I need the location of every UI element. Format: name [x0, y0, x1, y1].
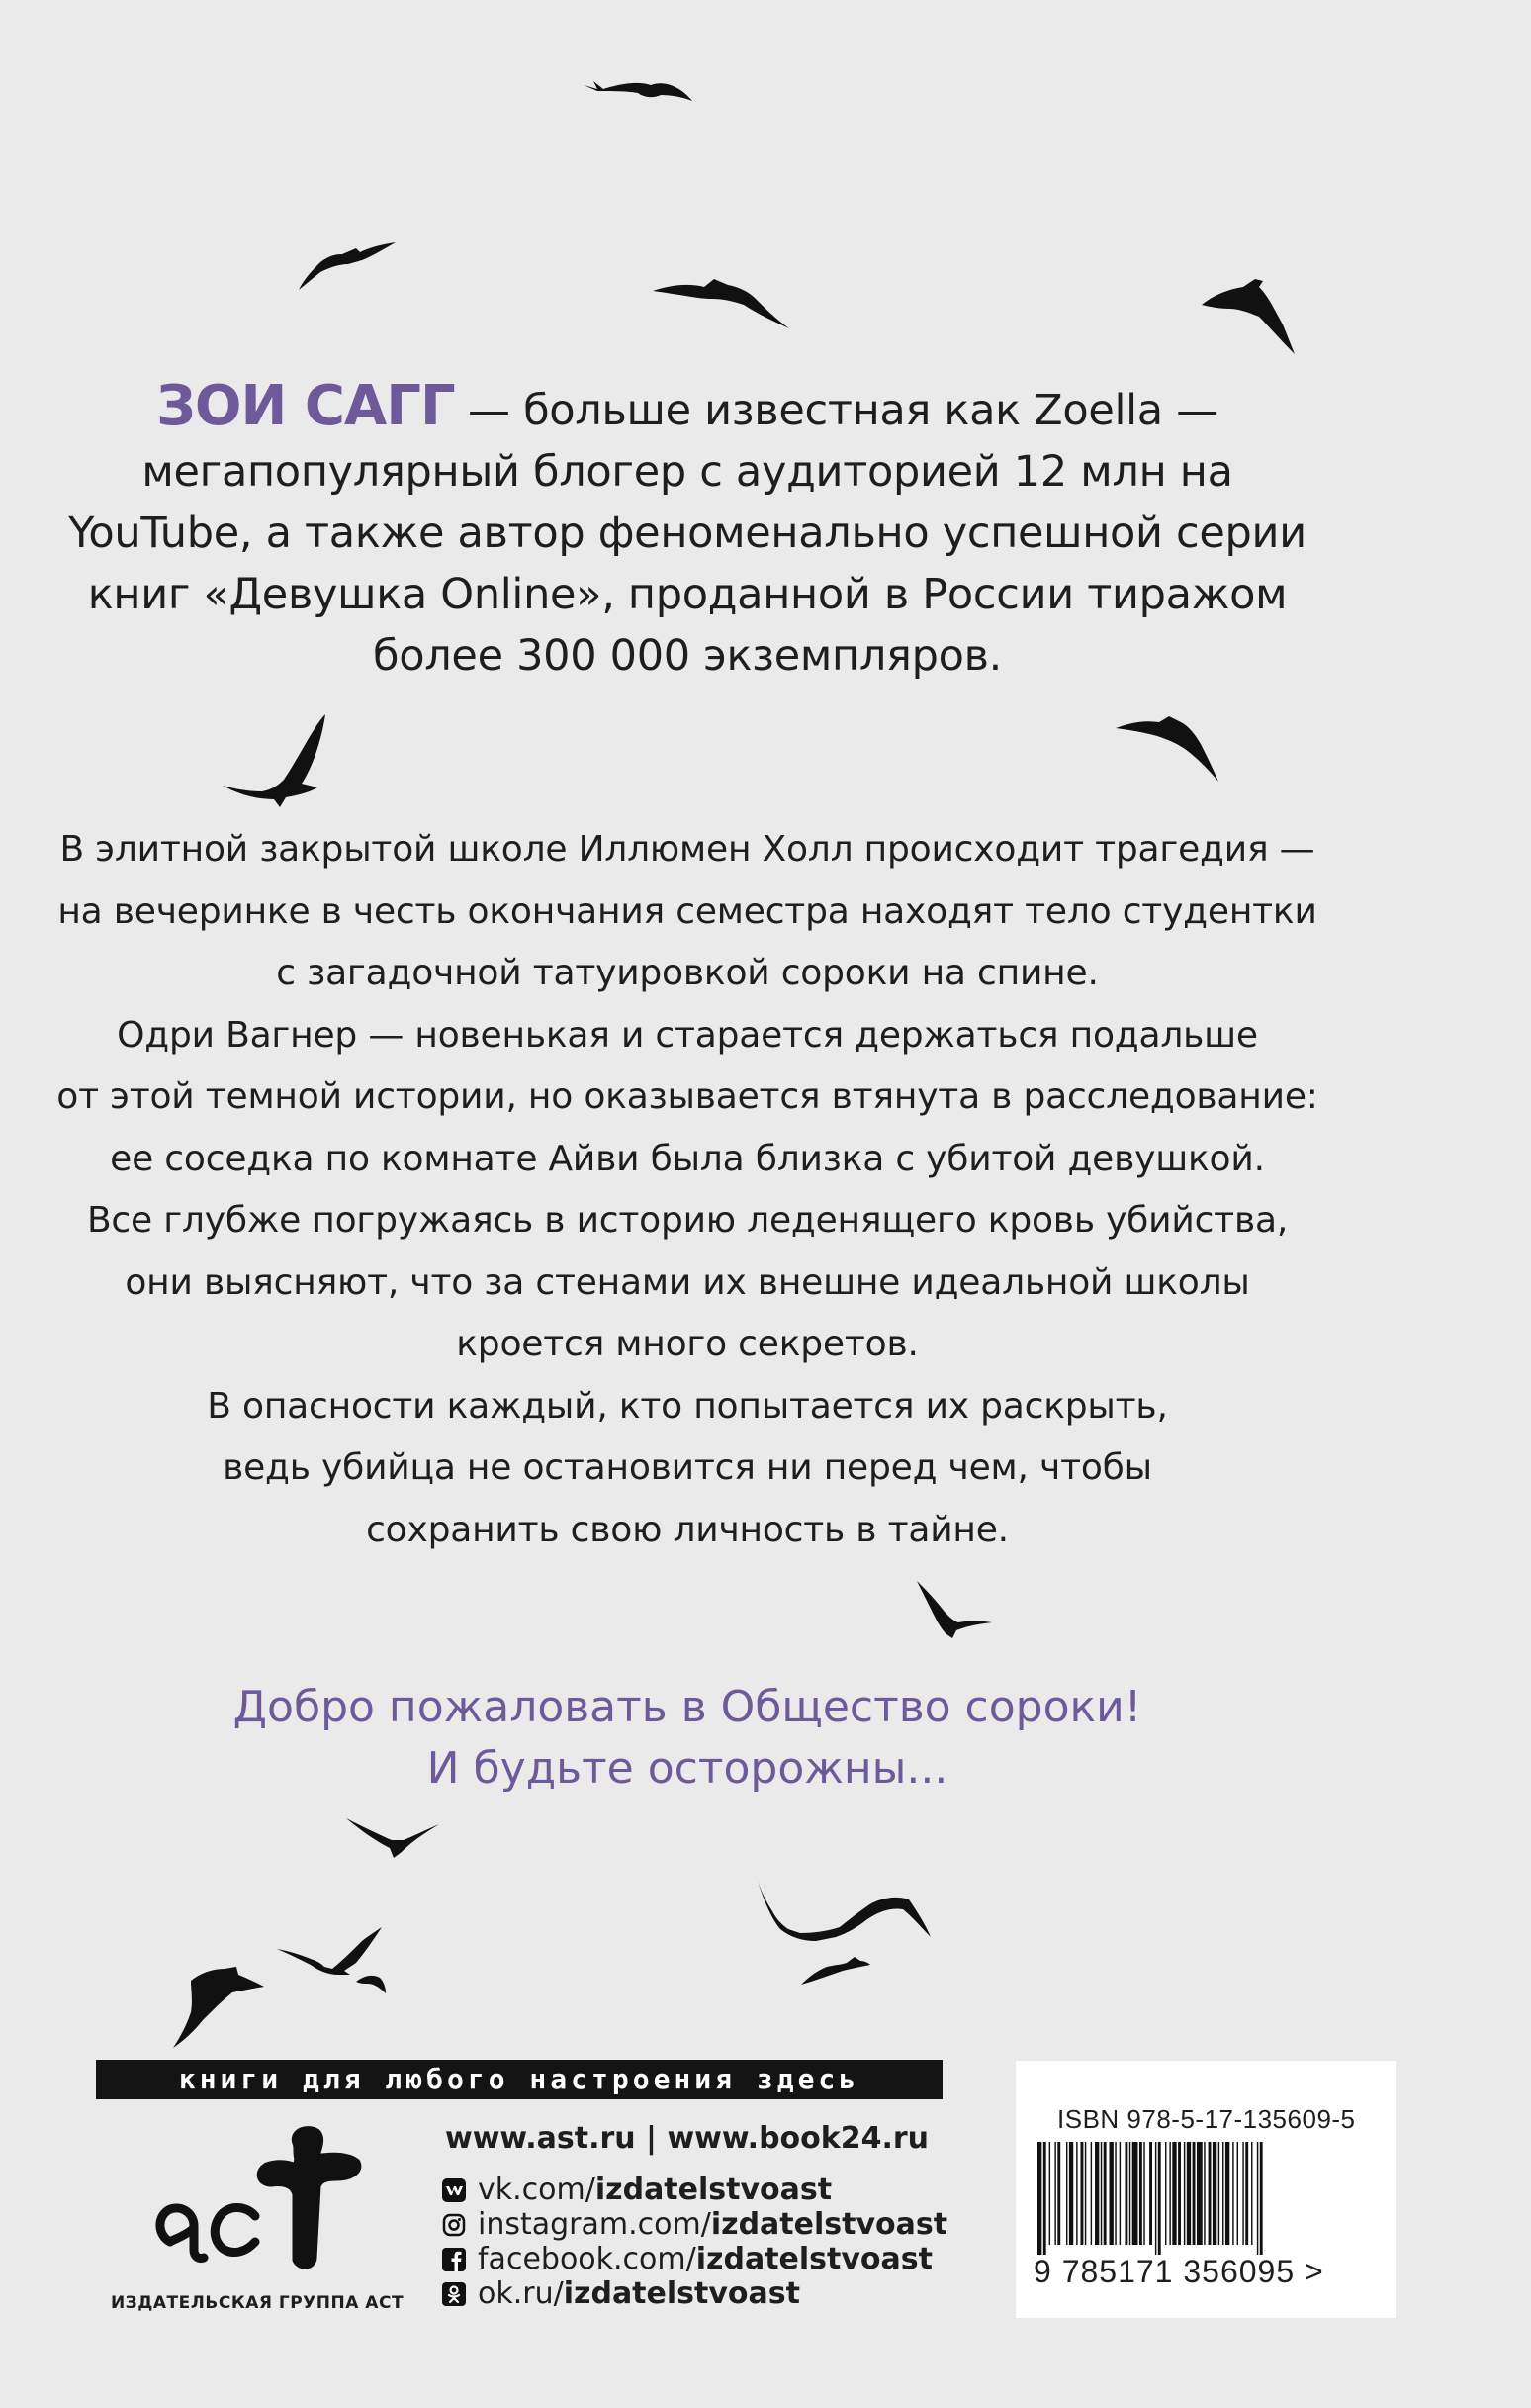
bird-silhouette-9 [755, 1872, 933, 1941]
barcode-bar [1069, 2142, 1073, 2245]
vk-icon [442, 2178, 466, 2202]
author-bio-line-4: книг «Девушка Online», проданной в России тиражом [87, 570, 1288, 619]
barcode-bar [1209, 2142, 1212, 2245]
tagline-line-2: И будьте осторожны... [426, 1743, 948, 1794]
synopsis-line: на вечеринке в честь окончания семестра находят тело студентки [57, 890, 1317, 932]
isbn-label: ISBN 978-5-17-135609-5 [1057, 2104, 1356, 2134]
tagline-line-1: Добро пожаловать в Общество сороки! [232, 1682, 1142, 1732]
barcode-bar [1076, 2142, 1077, 2245]
publisher-websites[interactable]: www.ast.ru | www.book24.ru [445, 2121, 930, 2156]
barcode-bar [1218, 2142, 1219, 2245]
barcode-bar [1043, 2142, 1046, 2255]
barcode-bar [1178, 2142, 1181, 2245]
barcode-bar [1049, 2142, 1050, 2245]
social-link-vk[interactable] [442, 2173, 947, 2207]
social-links [442, 2173, 947, 2311]
barcode-bar [1149, 2142, 1152, 2245]
synopsis-line: от этой темной истории, но оказывается втянута в расследование: [56, 1076, 1318, 1117]
barcode-bar [1143, 2142, 1144, 2245]
barcode-bar [1120, 2142, 1121, 2245]
barcode-bar [1213, 2142, 1216, 2245]
tagline [40, 1677, 1335, 1800]
instagram-icon [442, 2213, 466, 2237]
social-link-ok[interactable] [442, 2276, 947, 2311]
barcode-bar [1085, 2142, 1086, 2245]
publisher-caption: ИЗДАТЕЛЬСКАЯ ГРУППА АСТ [110, 2293, 405, 2313]
synopsis-line: В элитной закрытой школе Иллюмен Холл происходит трагедия — [59, 829, 1315, 870]
barcode-bar [1037, 2142, 1041, 2255]
bird-silhouette-2 [299, 242, 398, 292]
barcode-bar [1237, 2142, 1238, 2245]
social-link-facebook[interactable] [442, 2242, 947, 2276]
barcode-bar [1057, 2142, 1060, 2245]
social-prefix: ok.ru/ [478, 2276, 564, 2311]
barcode-bar [1066, 2142, 1067, 2245]
barcode-bar [1260, 2142, 1263, 2255]
barcode-bar [1232, 2142, 1233, 2245]
bird-silhouette-3 [653, 273, 791, 332]
barcode-bar [1204, 2142, 1205, 2245]
social-prefix: vk.com/ [478, 2173, 595, 2207]
isbn-barcode-panel [1016, 2061, 1396, 2318]
bird-silhouette-8 [346, 1818, 440, 1873]
barcode-bar [1110, 2142, 1114, 2245]
author-bio [59, 376, 1315, 687]
barcode-bar [1095, 2142, 1099, 2245]
barcode-bar [1155, 2142, 1156, 2255]
isbn-digits: 9 785171 356095 > [1034, 2254, 1324, 2289]
author-name: ЗОИ САГГ [156, 374, 455, 438]
barcode-bar [1184, 2142, 1185, 2245]
synopsis-line: с загадочной татуировкой сороки на спине. [276, 953, 1099, 993]
author-bio-line-1-rest: — больше известная как Zoella — [454, 386, 1218, 435]
bird-silhouette-1 [584, 71, 702, 111]
barcode-bar [1187, 2142, 1191, 2245]
mood-banner: книги для любого настроения здесь [96, 2060, 943, 2099]
barcode-bar [1139, 2142, 1142, 2245]
synopsis-line: ведь убийца не остановится ни перед чем, чтобы [223, 1447, 1152, 1488]
synopsis-line: Все глубже погружаясь в историю леденящего кровь убийства, [86, 1200, 1289, 1241]
barcode-bar [1101, 2142, 1102, 2245]
bird-silhouette-6 [1116, 714, 1219, 784]
barcode-bar [1222, 2142, 1223, 2245]
barcode-bar [1245, 2142, 1248, 2245]
barcode-bar [1158, 2142, 1161, 2255]
bird-silhouette-13 [173, 1967, 267, 2048]
barcode-bar [1115, 2142, 1116, 2245]
barcode-bar [1251, 2142, 1252, 2245]
synopsis-line: Одри Вагнер — новенькая и старается держаться подальше [117, 1014, 1258, 1056]
author-bio-line-2: мегапопулярный блогер с аудиторией 12 млн на [141, 447, 1233, 497]
barcode-bar [1193, 2142, 1196, 2245]
social-handle: izdatelstvoast [710, 2207, 948, 2242]
bird-silhouette-5 [223, 714, 341, 808]
social-link-instagram[interactable] [442, 2207, 947, 2242]
synopsis-line: сохранить свою личность в тайне. [366, 1509, 1009, 1550]
synopsis-line: они выясняют, что за стенами их внешне идеальной школы [125, 1261, 1250, 1303]
barcode-icon [1037, 2142, 1374, 2255]
ok-icon [442, 2282, 466, 2306]
barcode-bar [1172, 2142, 1176, 2245]
barcode-bar [1132, 2142, 1138, 2245]
barcode-bar [1054, 2142, 1055, 2245]
synopsis-line: В опасности каждый, кто попытается их раскрыть, [207, 1385, 1168, 1427]
bird-silhouette-12 [801, 1957, 870, 1987]
bird-silhouette-11 [356, 1974, 386, 1993]
barcode-bar [1242, 2142, 1243, 2245]
bird-silhouette-10 [277, 1927, 386, 1977]
author-bio-line-3: YouTube, а также автор феноменально успешной серии [68, 509, 1306, 558]
barcode-bar [1091, 2142, 1092, 2245]
barcode-bar [1197, 2142, 1203, 2245]
author-bio-line-5: более 300 000 экземпляров. [373, 631, 1002, 681]
author-bio-line-1 [59, 376, 1315, 441]
social-handle: izdatelstvoast [563, 2276, 800, 2311]
social-handle: izdatelstvoast [695, 2242, 933, 2276]
barcode-bar [1104, 2142, 1107, 2245]
barcode-bar [1165, 2142, 1166, 2245]
barcode-bar [1225, 2142, 1229, 2245]
barcode-bar [1081, 2142, 1084, 2245]
social-prefix: instagram.com/ [478, 2207, 711, 2242]
barcode-bar [1257, 2142, 1258, 2255]
bird-silhouette-7 [915, 1581, 994, 1640]
synopsis [40, 819, 1335, 1561]
barcode-bar [1125, 2142, 1127, 2245]
ast-logo [148, 2125, 376, 2273]
synopsis-line: ее соседка по комнате Айви была близка с убитой девушкой. [110, 1138, 1265, 1179]
bird-silhouette-4 [1202, 277, 1296, 356]
barcode-bar [1169, 2142, 1170, 2245]
synopsis-line: кроется много секретов. [456, 1324, 919, 1364]
barcode-bar [1129, 2142, 1130, 2245]
social-handle: izdatelstvoast [594, 2173, 833, 2207]
facebook-icon [442, 2248, 466, 2271]
social-prefix: facebook.com/ [478, 2242, 696, 2276]
